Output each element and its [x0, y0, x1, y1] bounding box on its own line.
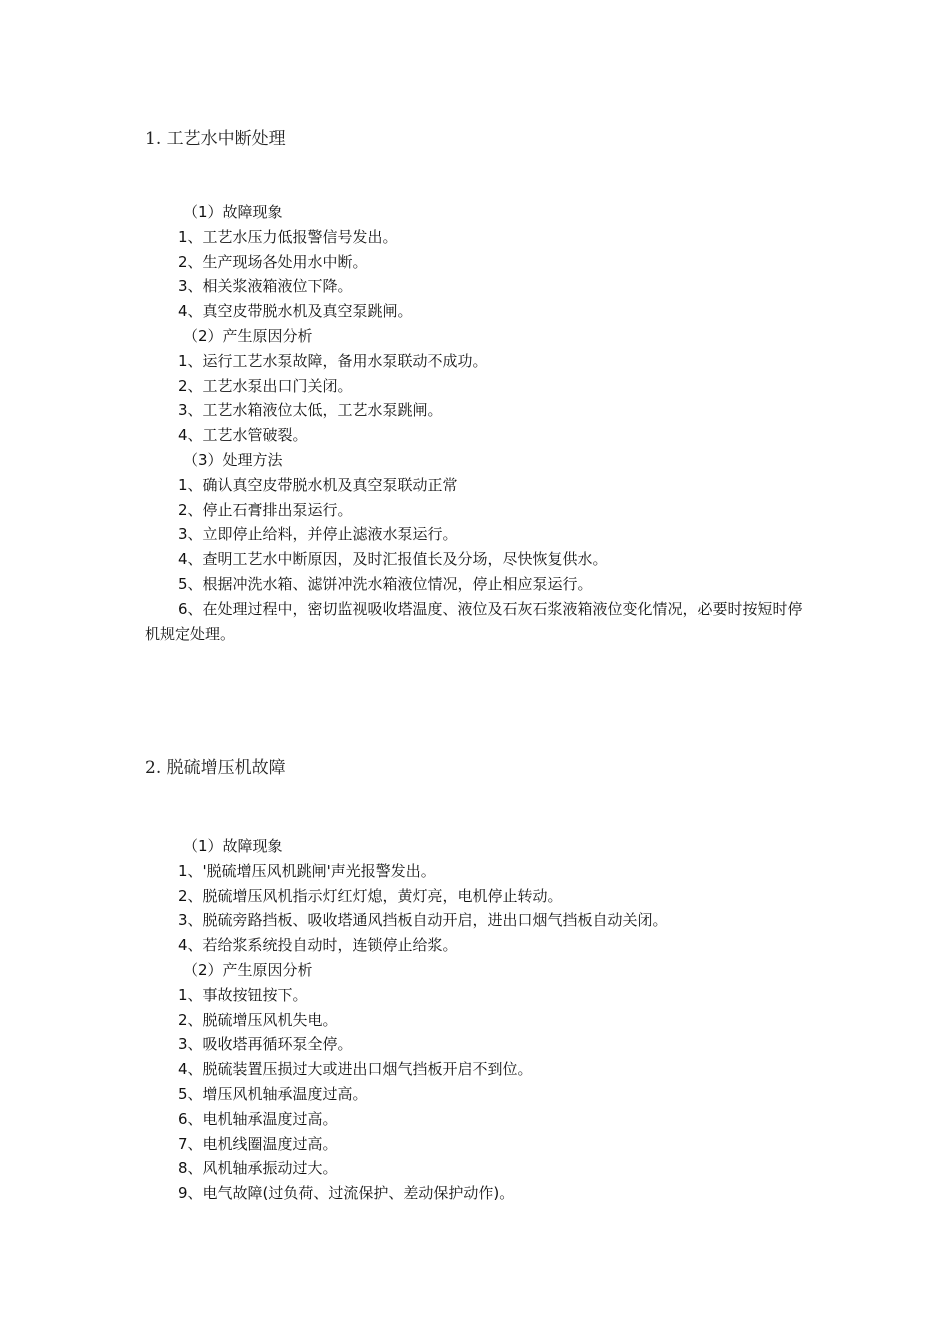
- symptom-heading: （1）故障现象: [183, 837, 283, 855]
- cause-item: 4、工艺水管破裂。: [178, 426, 308, 445]
- cause-item: 1、事故按钮按下。: [178, 985, 308, 1004]
- section-title-1: 1. 工艺水中断处理: [145, 129, 286, 149]
- cause-item: 2、脱硫增压风机失电。: [178, 1010, 338, 1029]
- method-heading: （3）处理方法: [183, 450, 283, 469]
- cause-item: 7、电机线圈温度过高。: [178, 1134, 338, 1153]
- cause-item: 9、电气故障(过负荷、过流保护、差动保护动作)。: [178, 1184, 515, 1203]
- cause-item: 2、工艺水泵出口门关闭。: [178, 376, 353, 395]
- method-item-paragraph: 6、在处理过程中，密切监视吸收塔温度、液位及石灰石浆液箱液位变化情况，必要时按短时停机规定处理。: [145, 599, 803, 643]
- cause-item: 5、增压风机轴承温度过高。: [178, 1084, 368, 1103]
- symptom-item: 2、脱硫增压风机指示灯红灯熄，黄灯亮，电机停止转动。: [178, 886, 563, 905]
- symptom-item: 2、生产现场各处用水中断。: [178, 252, 368, 271]
- method-item: 4、查明工艺水中断原因，及时汇报值长及分场，尽快恢复供水。: [178, 550, 608, 569]
- cause-item: 1、运行工艺水泵故障，备用水泵联动不成功。: [178, 351, 488, 370]
- section-title-2: 2. 脱硫增压机故障: [145, 758, 286, 778]
- symptom-item: 1、工艺水压力低报警信号发出。: [178, 227, 398, 246]
- method-item: 5、根据冲洗水箱、滤饼冲洗水箱液位情况，停止相应泵运行。: [178, 574, 593, 593]
- method-item: 2、停止石膏排出泵运行。: [178, 500, 353, 519]
- symptom-item: 1、'脱硫增压风机跳闸'声光报警发出。: [178, 861, 436, 880]
- symptom-item: 3、脱硫旁路挡板、吸收塔通风挡板自动开启，进出口烟气挡板自动关闭。: [178, 911, 668, 930]
- symptom-item: 4、真空皮带脱水机及真空泵跳闸。: [178, 302, 413, 321]
- section-1-body: [145, 200, 810, 646]
- cause-item: 3、工艺水箱液位太低，工艺水泵跳闸。: [178, 401, 443, 420]
- cause-item: 3、吸收塔再循环泵全停。: [178, 1035, 353, 1054]
- symptom-item: 3、相关浆液箱液位下降。: [178, 277, 353, 296]
- cause-heading: （2）产生原因分析: [183, 326, 313, 345]
- cause-item: 4、脱硫装置压损过大或进出口烟气挡板开启不到位。: [178, 1060, 533, 1079]
- cause-item: 8、风机轴承振动过大。: [178, 1159, 338, 1178]
- cause-item: 6、电机轴承温度过高。: [178, 1109, 338, 1128]
- symptom-heading: （1）故障现象: [183, 203, 283, 221]
- method-item: 1、确认真空皮带脱水机及真空泵联动正常: [178, 475, 458, 494]
- symptom-item: 4、若给浆系统投自动时，连锁停止给浆。: [178, 936, 458, 955]
- cause-heading: （2）产生原因分析: [183, 960, 313, 979]
- section-2-body: [145, 834, 810, 1206]
- method-item: 3、立即停止给料，并停止滤液水泵运行。: [178, 525, 458, 544]
